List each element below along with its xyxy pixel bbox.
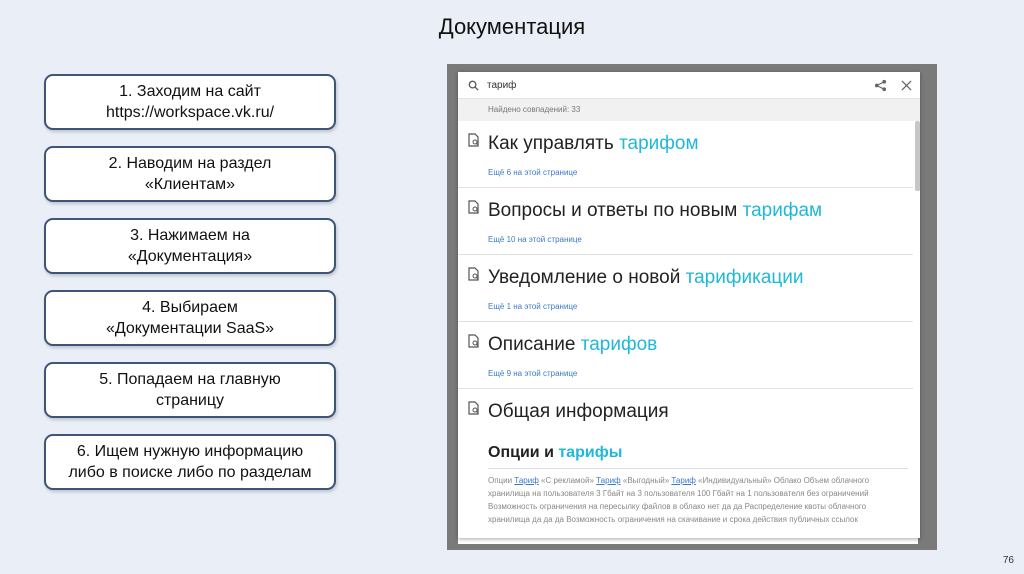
result-title[interactable] [488,267,804,289]
section-heading [488,444,622,462]
result-title-highlight: тарификации [685,267,804,288]
result-title-highlight: тарифам [742,200,823,221]
step-6: 6. Ищем нужную информацию либо в поиске либо по разделам [44,434,336,490]
search-bar [458,72,920,99]
result-title-highlight: тарифов [580,334,658,355]
result-title[interactable] [488,334,657,356]
body-text-span: «С рекламой» [538,476,597,485]
document-search-icon [468,200,480,219]
search-result[interactable] [458,121,913,188]
search-input[interactable]: тариф [487,79,517,91]
result-title[interactable] [488,133,699,155]
step-3: 3. Нажимаем на «Документация» [44,218,336,274]
result-more-link[interactable]: Ещё 9 на этой странице [488,369,578,378]
close-icon[interactable] [901,80,912,91]
search-icon [468,80,479,91]
page-number: 76 [1002,555,1014,566]
step-2: 2. Наводим на раздел «Клиентам» [44,146,336,202]
result-more-link[interactable]: Ещё 6 на этой странице [488,168,578,177]
scrollbar[interactable] [915,121,920,191]
search-result[interactable] [458,188,913,255]
result-title-text: Уведомление о новой [488,267,686,288]
match-count: Найдено совпадений: 33 [458,99,920,121]
share-icon[interactable] [874,79,887,92]
search-panel [458,72,920,538]
result-title-text: Как управлять [488,133,620,154]
section-heading-highlight: тарифы [558,444,623,461]
tariff-link[interactable]: Тариф [596,476,621,485]
tariff-link[interactable]: Тариф [671,476,696,485]
fade-overlay [458,524,920,538]
body-text-span: «Выгодный» [620,476,672,485]
document-search-icon [468,334,480,353]
result-more-link[interactable]: Ещё 10 на этой странице [488,235,582,244]
document-search-icon [468,267,480,286]
result-title-text: Вопросы и ответы по новым [488,200,743,221]
document-search-icon [468,401,480,420]
divider [488,468,908,469]
result-title[interactable] [488,401,669,423]
section-heading-text: Опции и [488,444,559,461]
result-title-text: Описание [488,334,581,355]
result-title[interactable] [488,200,822,222]
result-title-text: Общая информация [488,401,669,422]
result-title-highlight: тарифом [619,133,699,154]
body-text-span: Опции [488,476,515,485]
results-list [458,121,913,455]
search-result[interactable] [458,322,913,389]
section-body [488,474,908,526]
tariff-link[interactable]: Тариф [514,476,539,485]
step-4: 4. Выбираем «Документации SaaS» [44,290,336,346]
body-text-span: «Индивидуальный» Облако Объем облачного хранилища на пользователя 3 Гбайт на 3 пользователя 100 Гбайт на 1 пользователя без ограничений Возможность ограничения на пересылку файлов в облако нет да да Распределение квоты облачного хранилища да да да Возможность ограничения на скачивание и срока действия публичных ссылок [488,476,870,524]
step-5: 5. Попадаем на главную страницу [44,362,336,418]
step-1: 1. Заходим на сайт https://workspace.vk.ru/ [44,74,336,130]
document-search-icon [468,133,480,152]
slide-title: Документация [438,14,586,39]
result-more-link[interactable]: Ещё 1 на этой странице [488,302,578,311]
search-result[interactable] [458,255,913,322]
